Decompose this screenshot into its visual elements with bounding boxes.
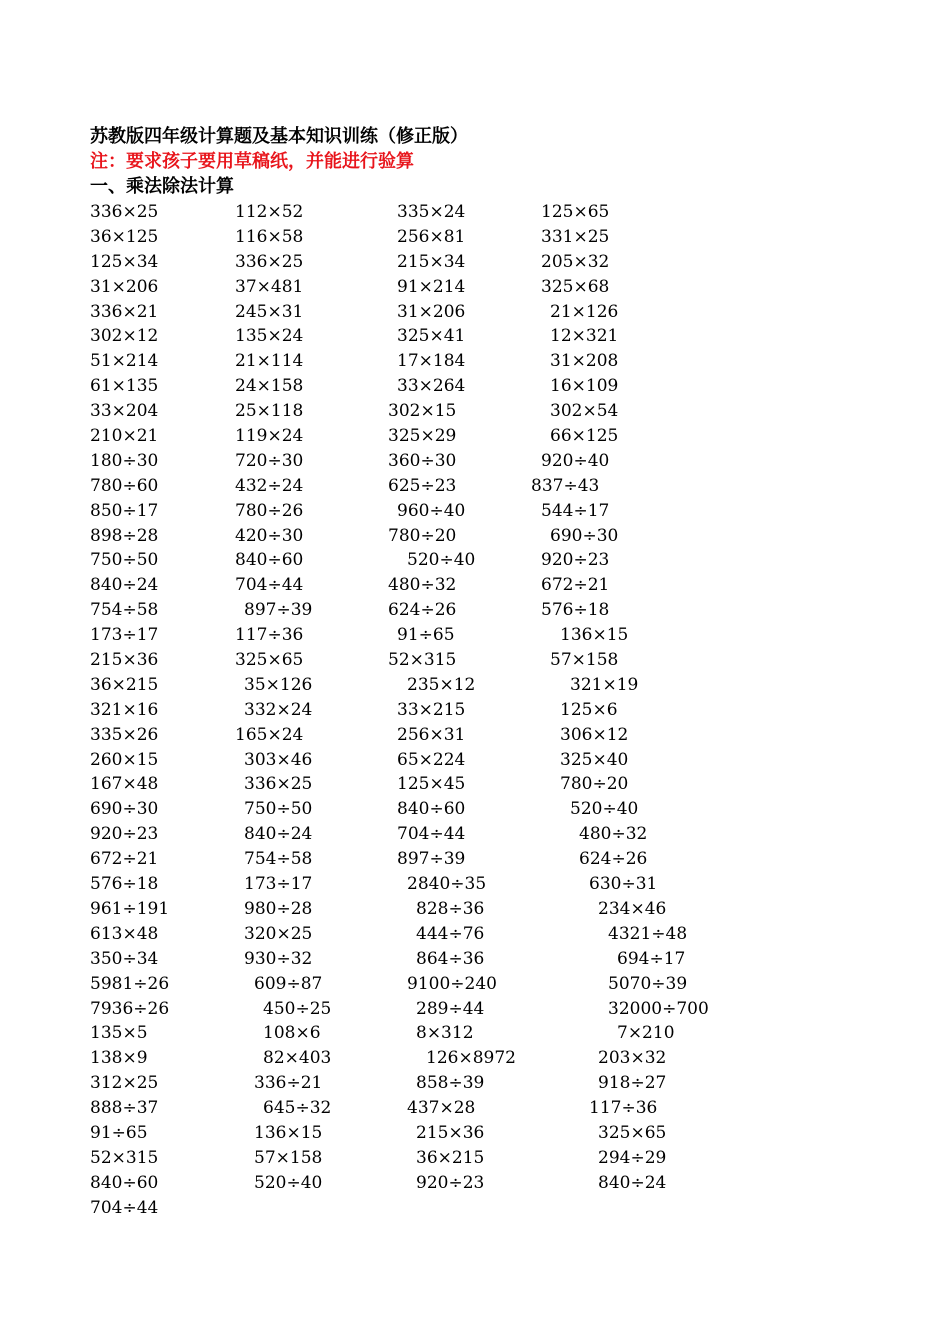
problem-cell: 117÷36	[235, 625, 304, 646]
problem-cell: 2840÷35	[407, 874, 487, 895]
problem-cell: 302×15	[388, 401, 457, 422]
problem-cell: 125×45	[397, 774, 466, 795]
problem-cell: 256×31	[397, 724, 466, 745]
problem-cell: 336×25	[90, 202, 159, 222]
problem-cell: 36×215	[90, 674, 159, 695]
problem-cell: 31×208	[550, 351, 619, 372]
problem-cell: 235×12	[407, 674, 476, 695]
problem-row	[0, 524, 950, 549]
problem-cell: 840÷24	[90, 575, 159, 596]
problem-cell: 325×65	[598, 1122, 667, 1143]
problem-cell: 256×81	[397, 226, 466, 247]
problem-row	[0, 1146, 950, 1171]
problem-cell: 215×34	[397, 251, 466, 272]
problem-cell: 21×126	[550, 301, 619, 322]
problem-cell: 672÷21	[90, 849, 159, 870]
problem-cell: 420÷30	[235, 525, 304, 546]
problem-cell: 321×19	[570, 674, 639, 695]
problem-cell: 858÷39	[416, 1073, 485, 1094]
problem-cell: 325×41	[397, 326, 466, 347]
problem-cell: 437×28	[407, 1098, 476, 1119]
problem-cell: 960÷40	[397, 500, 466, 521]
problem-cell: 690÷30	[550, 525, 619, 546]
problem-cell: 245×31	[235, 301, 304, 322]
problem-cell: 91÷65	[397, 625, 455, 646]
problem-row	[0, 822, 950, 847]
problem-cell: 780÷26	[235, 500, 304, 521]
problem-row	[0, 673, 950, 698]
problem-row	[0, 548, 950, 573]
problem-cell: 135×24	[235, 326, 304, 347]
problem-cell: 432÷24	[235, 475, 304, 496]
section-heading: 一、乘法除法计算	[90, 176, 234, 197]
problem-cell: 234×46	[598, 898, 667, 919]
problem-cell: 167×48	[90, 774, 159, 795]
problem-row	[0, 847, 950, 872]
problem-cell: 136×15	[560, 625, 629, 646]
problem-cell: 625÷23	[388, 475, 457, 496]
problem-cell: 828÷36	[416, 898, 485, 919]
problem-cell: 520÷40	[570, 799, 639, 820]
problem-cell: 57×158	[254, 1147, 323, 1168]
problem-cell: 704÷44	[397, 824, 466, 845]
problem-cell: 9100÷240	[407, 973, 497, 994]
problem-row	[0, 573, 950, 598]
problem-row	[0, 1171, 950, 1196]
problem-cell: 544÷17	[541, 500, 610, 521]
problem-cell: 897÷39	[244, 600, 313, 621]
problem-cell: 325×29	[388, 426, 457, 447]
problem-cell: 24×158	[235, 376, 304, 397]
problem-cell: 312×25	[90, 1073, 159, 1094]
problem-row	[0, 399, 950, 424]
problem-cell: 336×21	[90, 301, 159, 322]
problem-row	[0, 1021, 950, 1046]
problem-row	[0, 1071, 950, 1096]
problem-row	[0, 723, 950, 748]
problem-cell: 12×321	[550, 326, 619, 347]
problem-cell: 864÷36	[416, 948, 485, 969]
problem-cell: 215×36	[416, 1122, 485, 1143]
problem-cell: 720÷30	[235, 450, 304, 471]
problem-row	[0, 922, 950, 947]
problem-cell: 136×15	[254, 1122, 323, 1143]
problem-cell: 125×65	[541, 202, 610, 222]
problem-cell: 125×6	[560, 699, 618, 720]
problem-cell: 82×403	[263, 1048, 332, 1069]
problem-cell: 360÷30	[388, 450, 457, 471]
problem-cell: 754÷58	[90, 600, 159, 621]
problem-cell: 51×214	[90, 351, 159, 372]
problem-row	[0, 250, 950, 275]
problem-cell: 336÷21	[254, 1073, 323, 1094]
problem-cell: 613×48	[90, 923, 159, 944]
problem-cell: 91×214	[397, 276, 466, 297]
problem-cell: 294÷29	[598, 1147, 667, 1168]
problem-cell: 694÷17	[617, 948, 686, 969]
problem-cell: 672÷21	[541, 575, 610, 596]
problem-cell: 36×215	[416, 1147, 485, 1168]
problem-row	[0, 300, 950, 325]
problem-row	[0, 225, 950, 250]
problem-cell: 840÷24	[244, 824, 313, 845]
problem-cell: 17×184	[397, 351, 466, 372]
problem-cell: 920÷23	[416, 1172, 485, 1193]
problem-cell: 336×25	[244, 774, 313, 795]
problem-row	[0, 997, 950, 1022]
problem-cell: 210×21	[90, 426, 159, 447]
problem-row	[0, 648, 950, 673]
problem-cell: 135×5	[90, 1023, 148, 1044]
problem-cell: 840÷60	[397, 799, 466, 820]
problem-row	[0, 1121, 950, 1146]
problem-cell: 21×114	[235, 351, 304, 372]
problem-cell: 4321÷48	[608, 923, 688, 944]
problem-cell: 165×24	[235, 724, 304, 745]
problem-cell: 750÷50	[90, 550, 159, 571]
problem-cell: 450÷25	[263, 998, 332, 1019]
problem-row	[0, 275, 950, 300]
problem-row	[0, 324, 950, 349]
problem-cell: 31×206	[397, 301, 466, 322]
problem-row	[0, 698, 950, 723]
problem-cell: 25×118	[235, 401, 304, 422]
problem-row	[0, 1196, 950, 1221]
problem-cell: 480÷32	[579, 824, 648, 845]
problem-cell: 335×24	[397, 202, 466, 222]
problem-cell: 303×46	[244, 749, 313, 770]
problem-cell: 7×210	[617, 1023, 675, 1044]
problem-cell: 837÷43	[531, 475, 600, 496]
problem-cell: 117÷36	[589, 1098, 658, 1119]
problem-cell: 624÷26	[579, 849, 648, 870]
problem-cell: 173÷17	[244, 874, 313, 895]
problem-cell: 52×315	[90, 1147, 159, 1168]
problem-cell: 5070÷39	[608, 973, 688, 994]
problem-cell: 32000÷700	[608, 998, 709, 1019]
problem-cell: 180÷30	[90, 450, 159, 471]
problem-cell: 33×204	[90, 401, 159, 422]
problem-cell: 961÷191	[90, 898, 170, 919]
problem-cell: 918÷27	[598, 1073, 667, 1094]
problem-cell: 840÷60	[90, 1172, 159, 1193]
problem-cell: 645÷32	[263, 1098, 332, 1119]
problem-row	[0, 897, 950, 922]
problem-cell: 116×58	[235, 226, 304, 247]
problem-row	[0, 872, 950, 897]
problem-cell: 609÷87	[254, 973, 323, 994]
problem-row	[0, 1096, 950, 1121]
problem-cell: 335×26	[90, 724, 159, 745]
problem-cell: 920÷23	[541, 550, 610, 571]
problem-cell: 203×32	[598, 1048, 667, 1069]
problem-row	[0, 424, 950, 449]
problem-cell: 520÷40	[254, 1172, 323, 1193]
problem-row	[0, 349, 950, 374]
problem-cell: 336×25	[235, 251, 304, 272]
problem-cell: 780÷60	[90, 475, 159, 496]
problem-cell: 898÷28	[90, 525, 159, 546]
problem-cell: 444÷76	[416, 923, 485, 944]
problem-cell: 119×24	[235, 426, 304, 447]
problem-cell: 750÷50	[244, 799, 313, 820]
problem-cell: 897÷39	[397, 849, 466, 870]
problem-cell: 125×34	[90, 251, 159, 272]
problem-row	[0, 598, 950, 623]
problem-row	[0, 623, 950, 648]
problem-cell: 325×68	[541, 276, 610, 297]
problem-cell: 780÷20	[560, 774, 629, 795]
problem-cell: 980÷28	[244, 898, 313, 919]
problem-cell: 350÷34	[90, 948, 159, 969]
problem-cell: 920÷40	[541, 450, 610, 471]
problem-cell: 576÷18	[90, 874, 159, 895]
problem-cell: 840÷60	[235, 550, 304, 571]
problem-row	[0, 1046, 950, 1071]
problem-cell: 780÷20	[388, 525, 457, 546]
problem-cell: 205×32	[541, 251, 610, 272]
problem-cell: 91÷65	[90, 1122, 148, 1143]
problem-cell: 57×158	[550, 650, 619, 671]
problem-cell: 920÷23	[90, 824, 159, 845]
problem-row	[0, 772, 950, 797]
page-title: 苏教版四年级计算题及基本知识训练（修正版）	[90, 126, 468, 147]
problem-cell: 321×16	[90, 699, 159, 720]
problem-cell: 332×24	[244, 699, 313, 720]
problem-cell: 690÷30	[90, 799, 159, 820]
problem-cell: 66×125	[550, 426, 619, 447]
problem-cell: 930÷32	[244, 948, 313, 969]
problem-grid	[0, 200, 950, 1221]
problem-cell: 331×25	[541, 226, 610, 247]
problem-cell: 704÷44	[235, 575, 304, 596]
problem-cell: 112×52	[235, 202, 304, 222]
problem-cell: 138×9	[90, 1048, 148, 1069]
problem-cell: 630÷31	[589, 874, 658, 895]
problem-cell: 7936÷26	[90, 998, 170, 1019]
problem-cell: 850÷17	[90, 500, 159, 521]
problem-cell: 325×65	[235, 650, 304, 671]
problem-cell: 35×126	[244, 674, 313, 695]
problem-cell: 36×125	[90, 226, 159, 247]
problem-cell: 480÷32	[388, 575, 457, 596]
problem-cell: 33×215	[397, 699, 466, 720]
problem-row	[0, 947, 950, 972]
problem-cell: 5981÷26	[90, 973, 170, 994]
problem-cell: 306×12	[560, 724, 629, 745]
problem-cell: 260×15	[90, 749, 159, 770]
problem-cell: 37×481	[235, 276, 304, 297]
problem-cell: 65×224	[397, 749, 466, 770]
problem-row	[0, 474, 950, 499]
problem-cell: 840÷24	[598, 1172, 667, 1193]
problem-cell: 52×315	[388, 650, 457, 671]
problem-cell: 320×25	[244, 923, 313, 944]
problem-row	[0, 449, 950, 474]
problem-row	[0, 748, 950, 773]
problem-cell: 61×135	[90, 376, 159, 397]
problem-cell: 302×12	[90, 326, 159, 347]
problem-cell: 108×6	[263, 1023, 321, 1044]
problem-row	[0, 972, 950, 997]
problem-cell: 33×264	[397, 376, 466, 397]
problem-cell: 173÷17	[90, 625, 159, 646]
problem-cell: 325×40	[560, 749, 629, 770]
problem-row	[0, 499, 950, 524]
problem-cell: 624÷26	[388, 600, 457, 621]
problem-cell: 31×206	[90, 276, 159, 297]
problem-row	[0, 374, 950, 399]
problem-cell: 16×109	[550, 376, 619, 397]
problem-cell: 126×8972	[426, 1048, 516, 1069]
problem-cell: 754÷58	[244, 849, 313, 870]
problem-cell: 520÷40	[407, 550, 476, 571]
problem-cell: 704÷44	[90, 1197, 159, 1218]
instruction-note: 注：要求孩子要用草稿纸，并能进行验算	[90, 151, 414, 172]
problem-row	[0, 797, 950, 822]
problem-cell: 576÷18	[541, 600, 610, 621]
problem-cell: 215×36	[90, 650, 159, 671]
problem-cell: 888÷37	[90, 1098, 159, 1119]
problem-cell: 302×54	[550, 401, 619, 422]
problem-cell: 8×312	[416, 1023, 474, 1044]
problem-row	[0, 200, 950, 225]
problem-cell: 289÷44	[416, 998, 485, 1019]
